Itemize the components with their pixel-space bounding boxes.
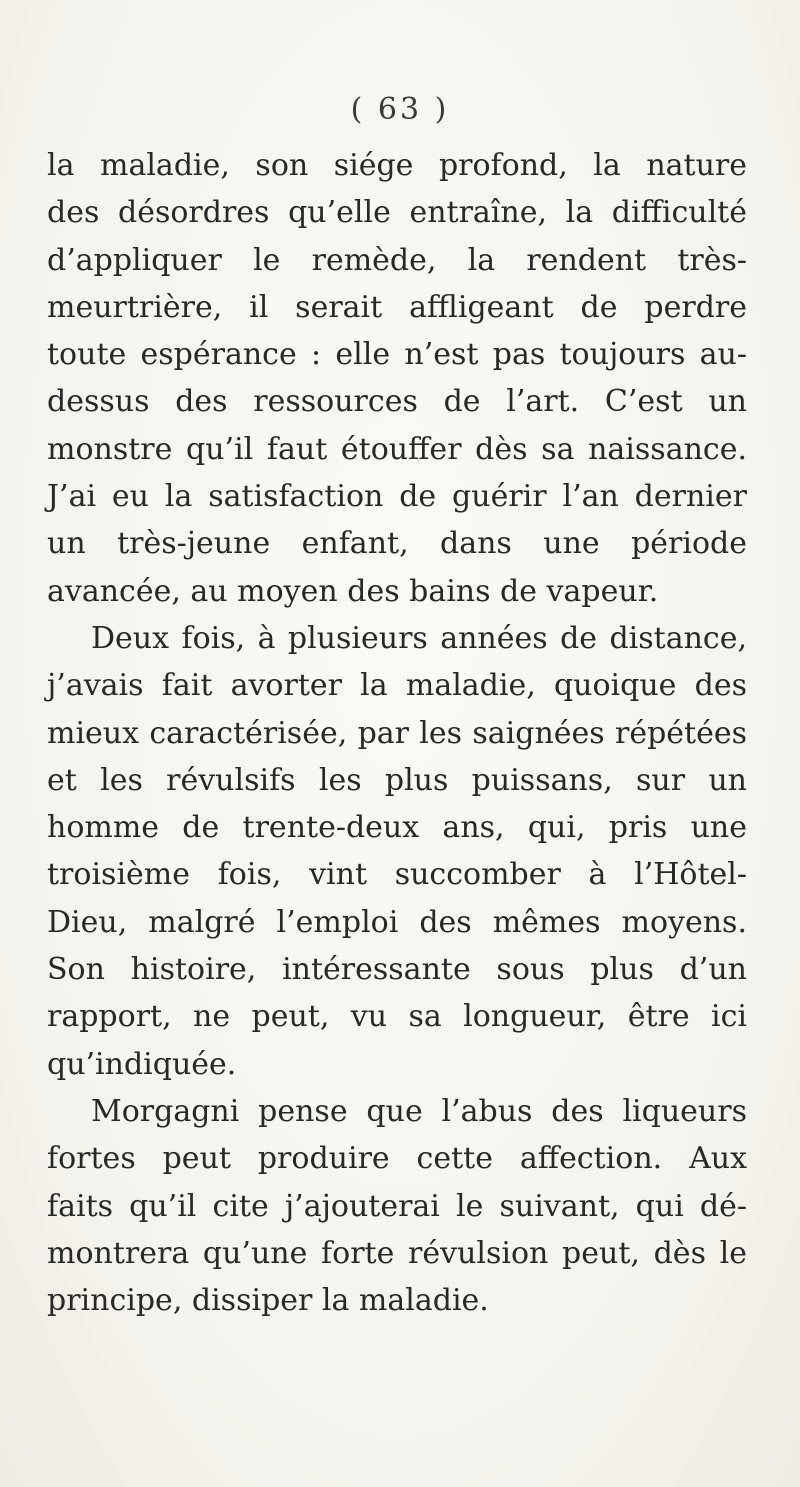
text-line: la maladie, son siége profond, la nature <box>47 148 747 183</box>
text-line: des désordres qu’elle entraîne, la difficulté <box>47 195 747 231</box>
text-line: Deux fois, à plusieurs années de distance, <box>91 620 747 656</box>
page-number: ( 63 ) <box>350 92 450 127</box>
text-line: Dieu, malgré l’emploi des mêmes moyens. <box>47 904 747 940</box>
text-line: et les révulsifs les plus puissans, sur un <box>47 762 747 798</box>
text-line: avancée, au moyen des bains de vapeur. <box>47 573 659 609</box>
text-line: d’appliquer le remède, la rendent très- <box>47 242 747 278</box>
text-line: rapport, ne peut, vu sa longueur, être ici <box>47 999 747 1035</box>
text-line: faits qu’il cite j’ajouterai le suivant, qui dé- <box>47 1188 747 1224</box>
text-line: un très-jeune enfant, dans une période <box>47 526 747 562</box>
text-line: Son histoire, intéressante sous plus d’un <box>47 952 747 988</box>
text-line: dessus des ressources de l’art. C’est un <box>47 384 747 420</box>
text-line: meurtrière, il serait affligeant de perdre <box>47 289 747 325</box>
text-line: J’ai eu la satisfaction de guérir l’an dernier <box>47 479 747 515</box>
text-line: toute espérance : elle n’est pas toujours au- <box>47 337 747 373</box>
text-line: montrera qu’une forte révulsion peut, dès le <box>47 1235 747 1271</box>
text-line: Morgagni pense que l’abus des liqueurs <box>91 1093 747 1129</box>
text-line: fortes peut produire cette affection. Aux <box>47 1141 747 1177</box>
text-line: j’avais fait avorter la maladie, quoique des <box>47 668 747 704</box>
text-line: monstre qu’il faut étouffer dès sa naissance. <box>47 431 747 467</box>
text-line: mieux caractérisée, par les saignées répétées <box>47 715 747 751</box>
text-line: homme de trente-deux ans, qui, pris une <box>47 810 747 846</box>
body-text <box>47 142 747 1324</box>
text-line: troisième fois, vint succomber à l’Hôtel- <box>47 857 747 893</box>
text-line: qu’indiquée. <box>47 1046 237 1082</box>
text-line: principe, dissiper la maladie. <box>47 1283 489 1319</box>
